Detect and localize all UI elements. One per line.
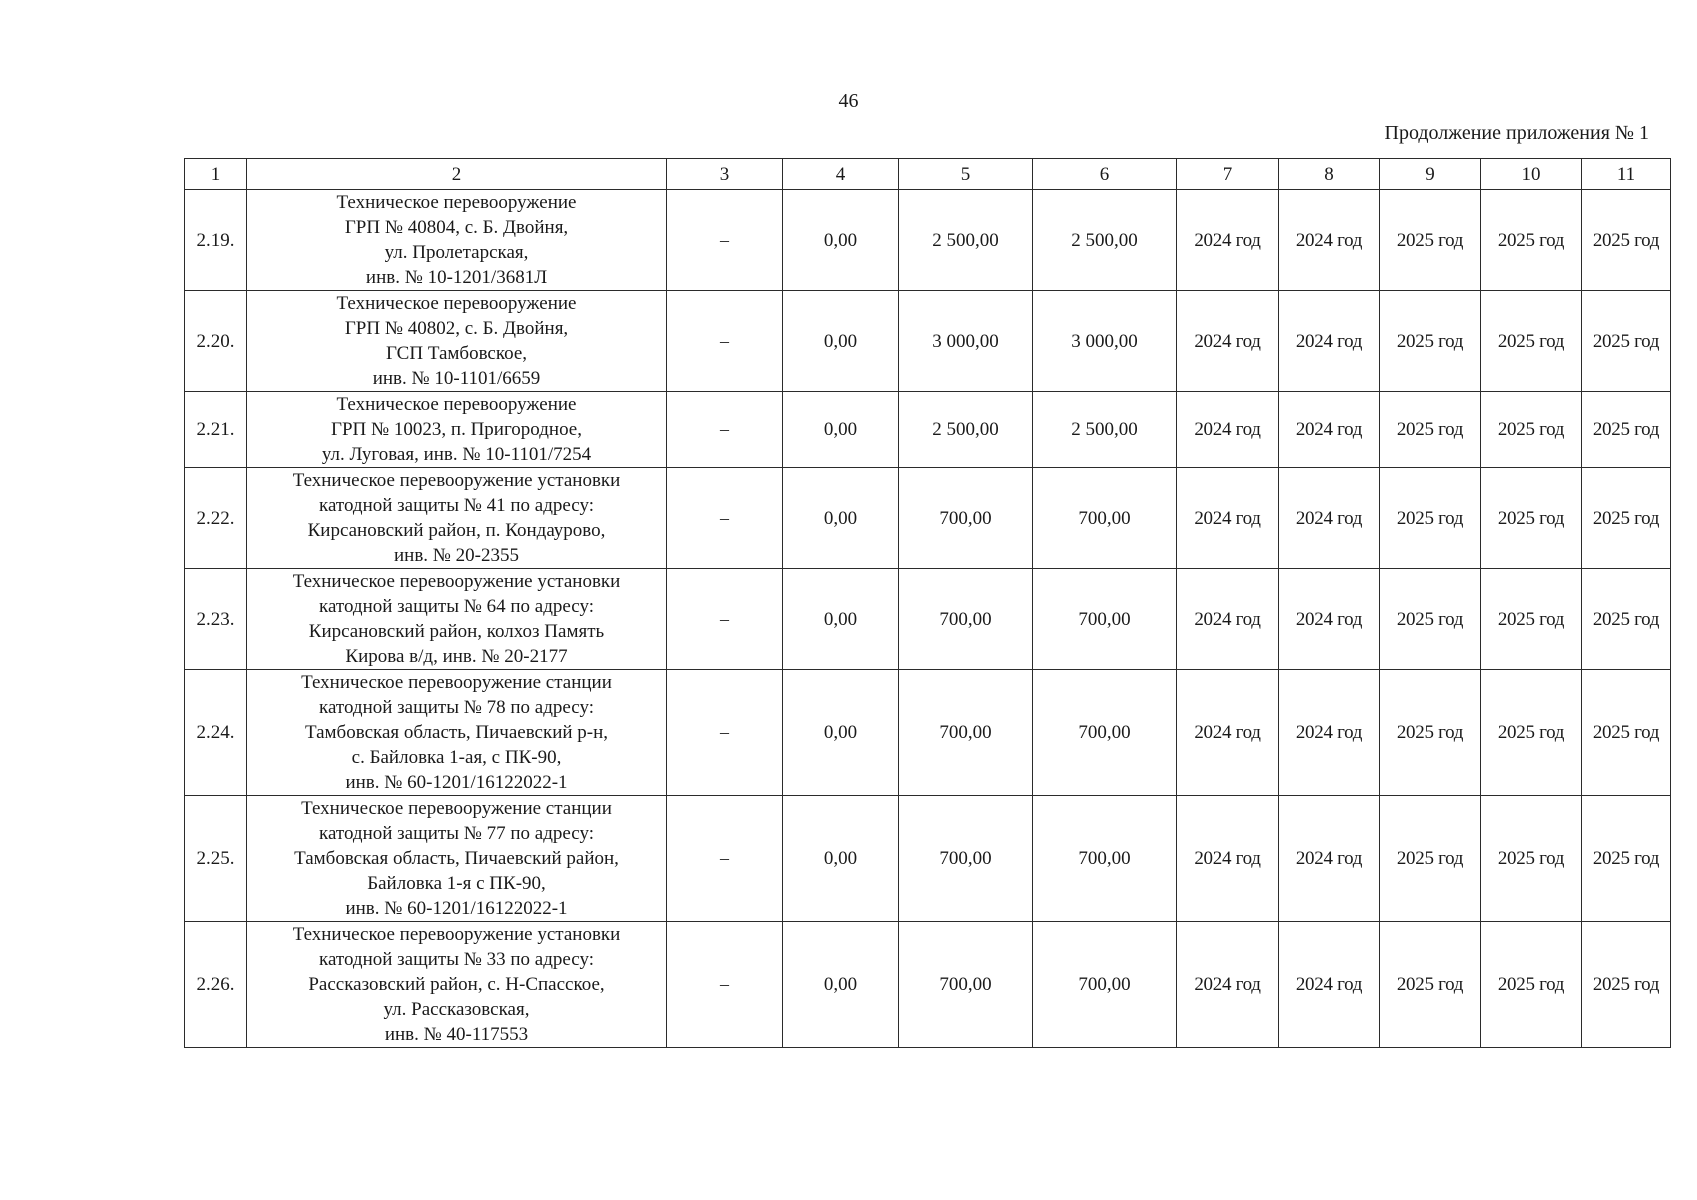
description-line: инв. № 10-1101/6659 [372,368,541,389]
column-3-cell: – [667,569,783,670]
column-6-cell: 700,00 [1033,796,1177,922]
description-line: Техническое перевооружение станции [301,798,612,819]
table-row [185,190,1671,291]
row-number-cell: 2.23. [185,569,247,670]
column-9-cell: 2025 год [1380,468,1481,569]
column-7-cell: 2024 год [1177,190,1279,291]
column-3-cell: – [667,922,783,1048]
description-cell [247,796,667,922]
description-cell [247,569,667,670]
column-header-9: 9 [1380,159,1481,190]
column-6-cell: 2 500,00 [1033,190,1177,291]
column-10-cell: 2025 год [1481,468,1582,569]
column-8-cell: 2024 год [1279,190,1380,291]
column-5-cell: 700,00 [899,670,1033,796]
column-4-cell: 0,00 [783,392,899,468]
description-line: инв. № 60-1201/16122022-1 [345,772,568,793]
column-6-cell: 700,00 [1033,569,1177,670]
description-line: Техническое перевооружение [336,293,577,314]
investment-program-table [184,158,1671,1048]
description-line: катодной защиты № 64 по адресу: [319,596,594,617]
table-row [185,468,1671,569]
column-11-cell: 2025 год [1582,796,1671,922]
column-10-cell: 2025 год [1481,670,1582,796]
column-7-cell: 2024 год [1177,922,1279,1048]
column-7-cell: 2024 год [1177,796,1279,922]
description-line: Кирсановский район, колхоз Память [308,621,605,642]
column-header-5: 5 [899,159,1033,190]
column-3-cell: – [667,392,783,468]
column-5-cell: 2 500,00 [899,392,1033,468]
column-header-3: 3 [667,159,783,190]
column-9-cell: 2025 год [1380,190,1481,291]
column-8-cell: 2024 год [1279,392,1380,468]
column-header-2: 2 [247,159,667,190]
column-11-cell: 2025 год [1582,190,1671,291]
column-8-cell: 2024 год [1279,670,1380,796]
appendix-continuation-note: Продолжение приложения № 1 [1384,122,1649,144]
column-5-cell: 2 500,00 [899,190,1033,291]
column-8-cell: 2024 год [1279,291,1380,392]
description-cell [247,468,667,569]
column-5-cell: 700,00 [899,796,1033,922]
description-line: Байловка 1-я с ПК-90, [367,873,546,894]
column-3-cell: – [667,190,783,291]
column-7-cell: 2024 год [1177,569,1279,670]
column-header-7: 7 [1177,159,1279,190]
description-line: инв. № 40-117553 [384,1024,529,1045]
column-8-cell: 2024 год [1279,796,1380,922]
description-line: Техническое перевооружение [336,192,577,213]
column-11-cell: 2025 год [1582,922,1671,1048]
column-6-cell: 700,00 [1033,670,1177,796]
column-6-cell: 700,00 [1033,468,1177,569]
column-10-cell: 2025 год [1481,392,1582,468]
description-cell [247,670,667,796]
description-line: катодной защиты № 77 по адресу: [319,823,594,844]
column-4-cell: 0,00 [783,922,899,1048]
column-3-cell: – [667,468,783,569]
column-5-cell: 700,00 [899,468,1033,569]
description-line: ГРП № 10023, п. Пригородное, [331,419,582,440]
description-line: Техническое перевооружение [336,394,577,415]
description-line: Техническое перевооружение установки [292,571,621,592]
column-header-4: 4 [783,159,899,190]
column-10-cell: 2025 год [1481,569,1582,670]
description-line: ул. Луговая, инв. № 10-1101/7254 [321,444,592,465]
description-cell [247,922,667,1048]
table-row [185,670,1671,796]
column-4-cell: 0,00 [783,796,899,922]
description-cell [247,190,667,291]
description-line: ул. Пролетарская, [384,242,529,263]
column-3-cell: – [667,796,783,922]
column-number-row [185,159,1671,190]
description-line: ГСП Тамбовское, [385,343,528,364]
column-11-cell: 2025 год [1582,392,1671,468]
table-row [185,291,1671,392]
table-row [185,922,1671,1048]
description-line: Техническое перевооружение установки [292,470,621,491]
column-4-cell: 0,00 [783,190,899,291]
column-8-cell: 2024 год [1279,569,1380,670]
column-9-cell: 2025 год [1380,291,1481,392]
column-8-cell: 2024 год [1279,922,1380,1048]
column-9-cell: 2025 год [1380,922,1481,1048]
column-10-cell: 2025 год [1481,796,1582,922]
column-header-1: 1 [185,159,247,190]
table-row [185,569,1671,670]
table-body [185,190,1671,1048]
column-11-cell: 2025 год [1582,291,1671,392]
column-9-cell: 2025 год [1380,670,1481,796]
column-5-cell: 700,00 [899,922,1033,1048]
description-cell [247,392,667,468]
description-cell [247,291,667,392]
column-6-cell: 700,00 [1033,922,1177,1048]
column-header-8: 8 [1279,159,1380,190]
description-line: катодной защиты № 33 по адресу: [319,949,594,970]
description-line: ул. Рассказовская, [383,999,530,1020]
description-line: катодной защиты № 41 по адресу: [319,495,594,516]
table-row [185,392,1671,468]
description-line: катодной защиты № 78 по адресу: [319,697,594,718]
column-6-cell: 2 500,00 [1033,392,1177,468]
row-number-cell: 2.24. [185,670,247,796]
column-8-cell: 2024 год [1279,468,1380,569]
description-line: Техническое перевооружение установки [292,924,621,945]
row-number-cell: 2.22. [185,468,247,569]
column-11-cell: 2025 год [1582,670,1671,796]
column-5-cell: 700,00 [899,569,1033,670]
description-line: Кирсановский район, п. Кондаурово, [307,520,606,541]
description-line: Техническое перевооружение станции [301,672,612,693]
description-line: Тамбовская область, Пичаевский р-н, [304,722,609,743]
column-4-cell: 0,00 [783,569,899,670]
column-4-cell: 0,00 [783,468,899,569]
description-line: инв. № 20-2355 [393,545,519,566]
column-10-cell: 2025 год [1481,291,1582,392]
row-number-cell: 2.26. [185,922,247,1048]
description-line: ГРП № 40804, с. Б. Двойня, [344,217,569,238]
column-7-cell: 2024 год [1177,392,1279,468]
column-6-cell: 3 000,00 [1033,291,1177,392]
column-4-cell: 0,00 [783,291,899,392]
column-10-cell: 2025 год [1481,190,1582,291]
table-row [185,796,1671,922]
row-number-cell: 2.20. [185,291,247,392]
column-3-cell: – [667,670,783,796]
column-5-cell: 3 000,00 [899,291,1033,392]
row-number-cell: 2.25. [185,796,247,922]
column-4-cell: 0,00 [783,670,899,796]
description-line: Тамбовская область, Пичаевский район, [294,848,619,869]
description-line: инв. № 10-1201/3681Л [365,267,548,288]
column-10-cell: 2025 год [1481,922,1582,1048]
column-header-11: 11 [1582,159,1671,190]
page-number: 46 [838,90,859,112]
description-line: Рассказовский район, с. Н-Спасское, [308,974,605,995]
column-7-cell: 2024 год [1177,468,1279,569]
description-line: ГРП № 40802, с. Б. Двойня, [344,318,569,339]
column-header-10: 10 [1481,159,1582,190]
column-9-cell: 2025 год [1380,796,1481,922]
column-7-cell: 2024 год [1177,670,1279,796]
column-9-cell: 2025 год [1380,392,1481,468]
column-7-cell: 2024 год [1177,291,1279,392]
column-11-cell: 2025 год [1582,569,1671,670]
row-number-cell: 2.21. [185,392,247,468]
row-number-cell: 2.19. [185,190,247,291]
description-line: с. Байловка 1-ая, с ПК-90, [351,747,562,768]
description-line: Кирова в/д, инв. № 20-2177 [345,646,568,667]
column-9-cell: 2025 год [1380,569,1481,670]
column-3-cell: – [667,291,783,392]
description-line: инв. № 60-1201/16122022-1 [345,898,568,919]
column-header-6: 6 [1033,159,1177,190]
column-11-cell: 2025 год [1582,468,1671,569]
